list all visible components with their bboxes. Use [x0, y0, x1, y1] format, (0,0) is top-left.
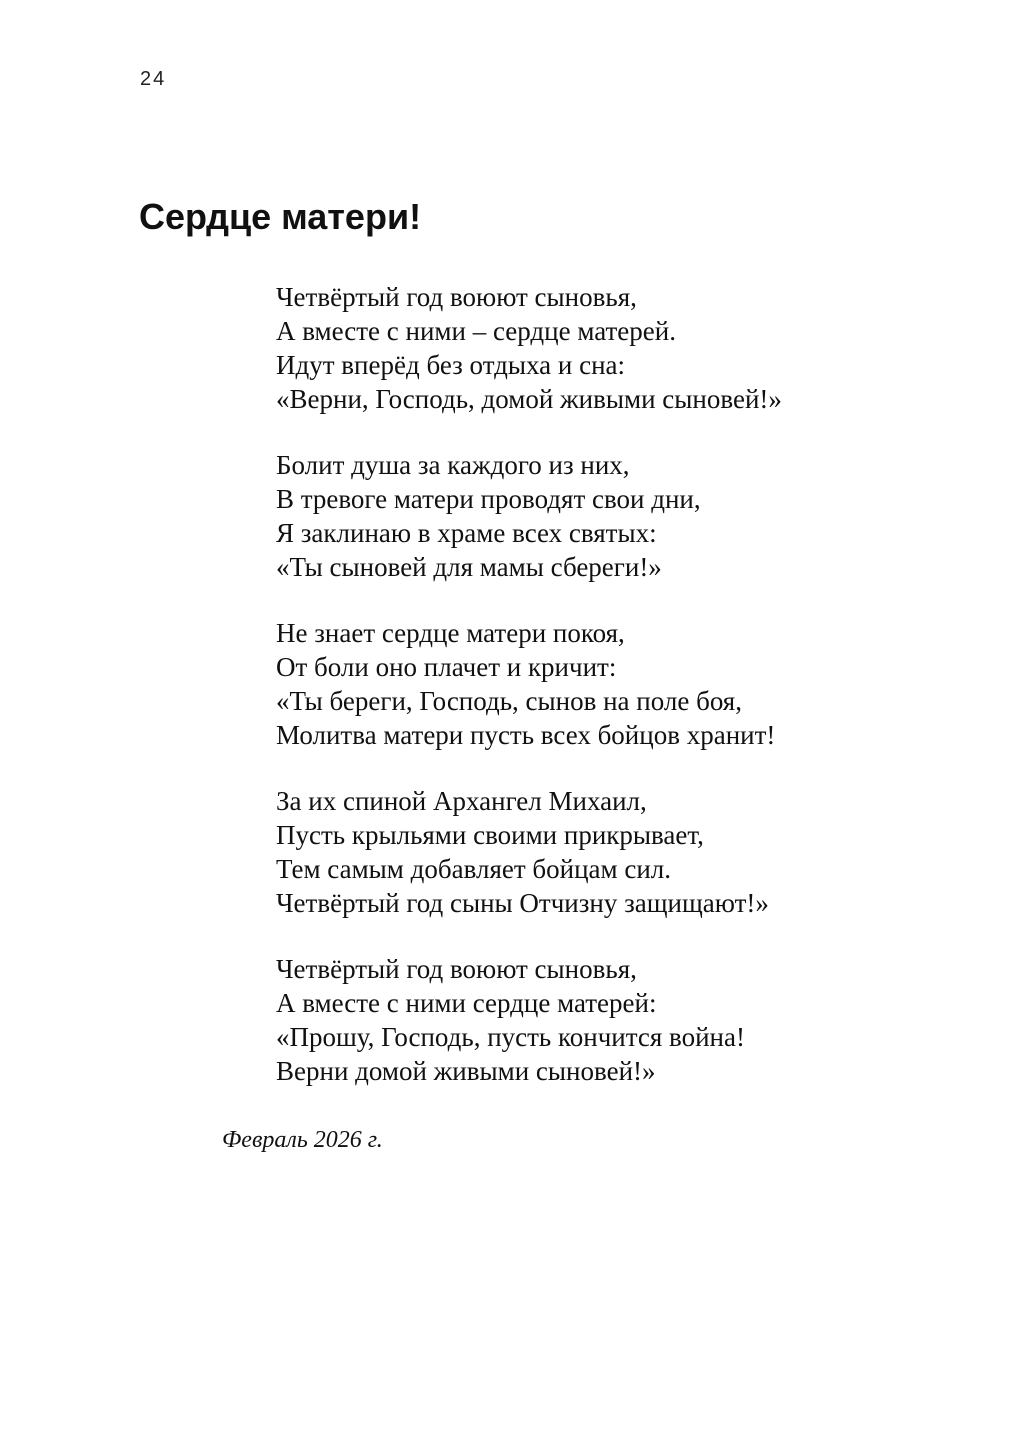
poem-line: Молитва матери пусть всех бойцов хранит!: [276, 720, 776, 750]
poem-line: От боли оно плачет и кричит:: [276, 652, 617, 682]
stanza: [276, 616, 782, 752]
stanza: [276, 784, 782, 920]
poem-line: Тем самым добавляет бойцам сил.: [276, 854, 672, 884]
poem-line: «Ты сыновей для мамы сбереги!»: [276, 552, 662, 582]
poem-line: В тревоге матери проводят свои дни,: [276, 484, 701, 514]
poem-body: [276, 280, 782, 1120]
poem-line: А вместе с ними – сердце матерей.: [276, 316, 676, 346]
poem-line: «Верни, Господь, домой живыми сыновей!»: [276, 384, 782, 414]
poem-line: Четвёртый год воюют сыновья,: [276, 282, 637, 312]
poem-title: Сердце матери!: [139, 196, 422, 237]
poem-line: За их спиной Архангел Михаил,: [276, 786, 647, 816]
poem-line: Четвёртый год сыны Отчизну защищают!»: [276, 888, 769, 918]
poem-date: Февраль 2026 г.: [222, 1127, 383, 1153]
poem-line: Четвёртый год воюют сыновья,: [276, 954, 637, 984]
stanza: [276, 952, 782, 1088]
poem-line: Пусть крыльями своими прикрывает,: [276, 820, 704, 850]
poem-line: Идут вперёд без отдыха и сна:: [276, 350, 626, 380]
poem-line: А вместе с ними сердце матерей:: [276, 988, 657, 1018]
page-number: 24: [140, 68, 167, 90]
poem-line: Не знает сердце матери покоя,: [276, 618, 625, 648]
poem-line: Верни домой живыми сыновей!»: [276, 1056, 656, 1086]
poem-line: «Прошу, Господь, пусть кончится война!: [276, 1022, 745, 1052]
stanza: [276, 448, 782, 584]
stanza: [276, 280, 782, 416]
poem-line: «Ты береги, Господь, сынов на поле боя,: [276, 686, 742, 716]
poem-line: Я заклинаю в храме всех святых:: [276, 518, 657, 548]
poem-line: Болит душа за каждого из них,: [276, 450, 630, 480]
